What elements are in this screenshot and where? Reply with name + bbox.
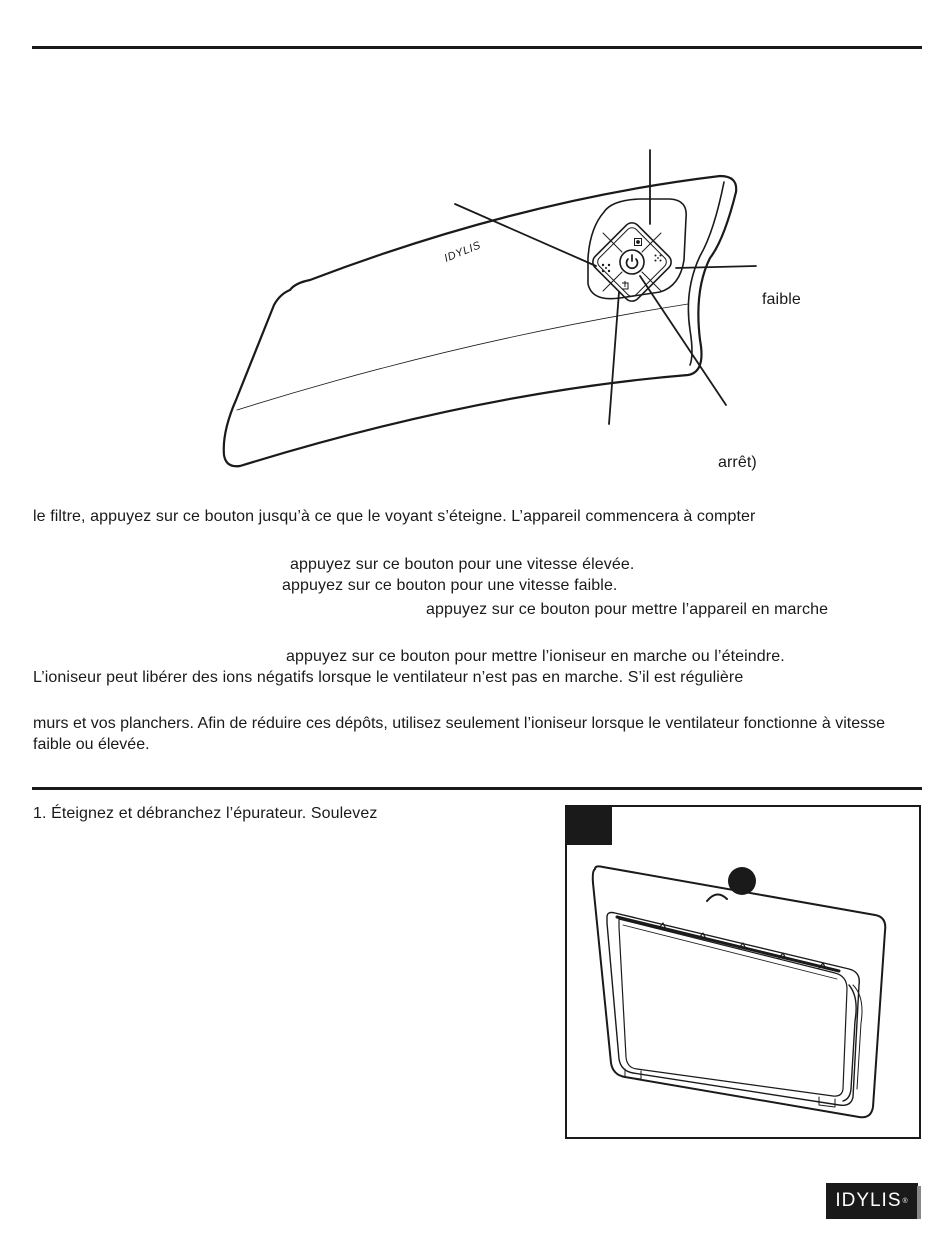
footer-logo-shadow	[917, 1186, 921, 1219]
figure-tab-edge	[609, 807, 612, 845]
front-panel-outer	[593, 866, 886, 1117]
label-low-speed: faible	[762, 291, 801, 308]
ionizer-note: L’ioniseur peut libérer des ions négatifs lorsque le ventilateur n’est pas en marche. S’il est régulière	[33, 669, 744, 686]
figure-number-tab	[567, 807, 609, 845]
fan-low-icon	[655, 255, 662, 262]
leader-power	[640, 276, 726, 405]
purifier-front-illustration	[567, 807, 919, 1137]
top-knob	[707, 894, 727, 901]
device-side-edge	[688, 182, 724, 365]
filter-reset-icon	[635, 239, 642, 246]
footer-brand-logo	[826, 1183, 918, 1219]
footer-logo-mark: ®	[902, 1197, 909, 1205]
device-body-outline	[224, 176, 736, 466]
label-power: arrêt)	[718, 454, 757, 471]
ionizer-instruction: appuyez sur ce bouton pour mettre l’ioniseur en marche ou l’éteindre.	[286, 648, 785, 665]
deposit-paragraph: murs et vos planchers. Afin de réduire ces dépôts, utilisez seulement l’ioniseur lorsque le ventilateur fonctionne à vitesse faible ou élevée.	[33, 715, 886, 753]
filter-top-rail	[617, 917, 839, 971]
air-purifier-top-illustration	[0, 0, 950, 480]
leader-fan-low	[676, 266, 756, 268]
step-1-text: 1. Éteignez et débranchez l’épurateur. Soulevez	[33, 805, 378, 822]
device-seam-line	[237, 304, 688, 410]
high-speed-instruction: appuyez sur ce bouton pour une vitesse élevée.	[290, 556, 635, 573]
fan-high-icon	[602, 264, 610, 272]
filter-instruction: le filtre, appuyez sur ce bouton jusqu’à ce que le voyant s’éteigne. L’appareil commencera à compter	[33, 508, 756, 525]
ionizer-icon	[622, 281, 628, 289]
leader-fan-high	[455, 204, 596, 266]
callout-marker	[728, 867, 756, 895]
section-rule	[32, 787, 922, 790]
device-brand-mark: IDYLIS	[442, 239, 483, 265]
power-icon	[627, 255, 638, 268]
filter-removal-figure	[565, 805, 921, 1139]
front-panel-inner	[607, 913, 859, 1106]
footer-logo-text: IDYLIS	[835, 1190, 902, 1211]
power-instruction: appuyez sur ce bouton pour mettre l’appareil en marche	[426, 601, 829, 618]
leader-ionizer	[609, 292, 619, 424]
low-speed-instruction: appuyez sur ce bouton pour une vitesse faible.	[282, 577, 618, 594]
